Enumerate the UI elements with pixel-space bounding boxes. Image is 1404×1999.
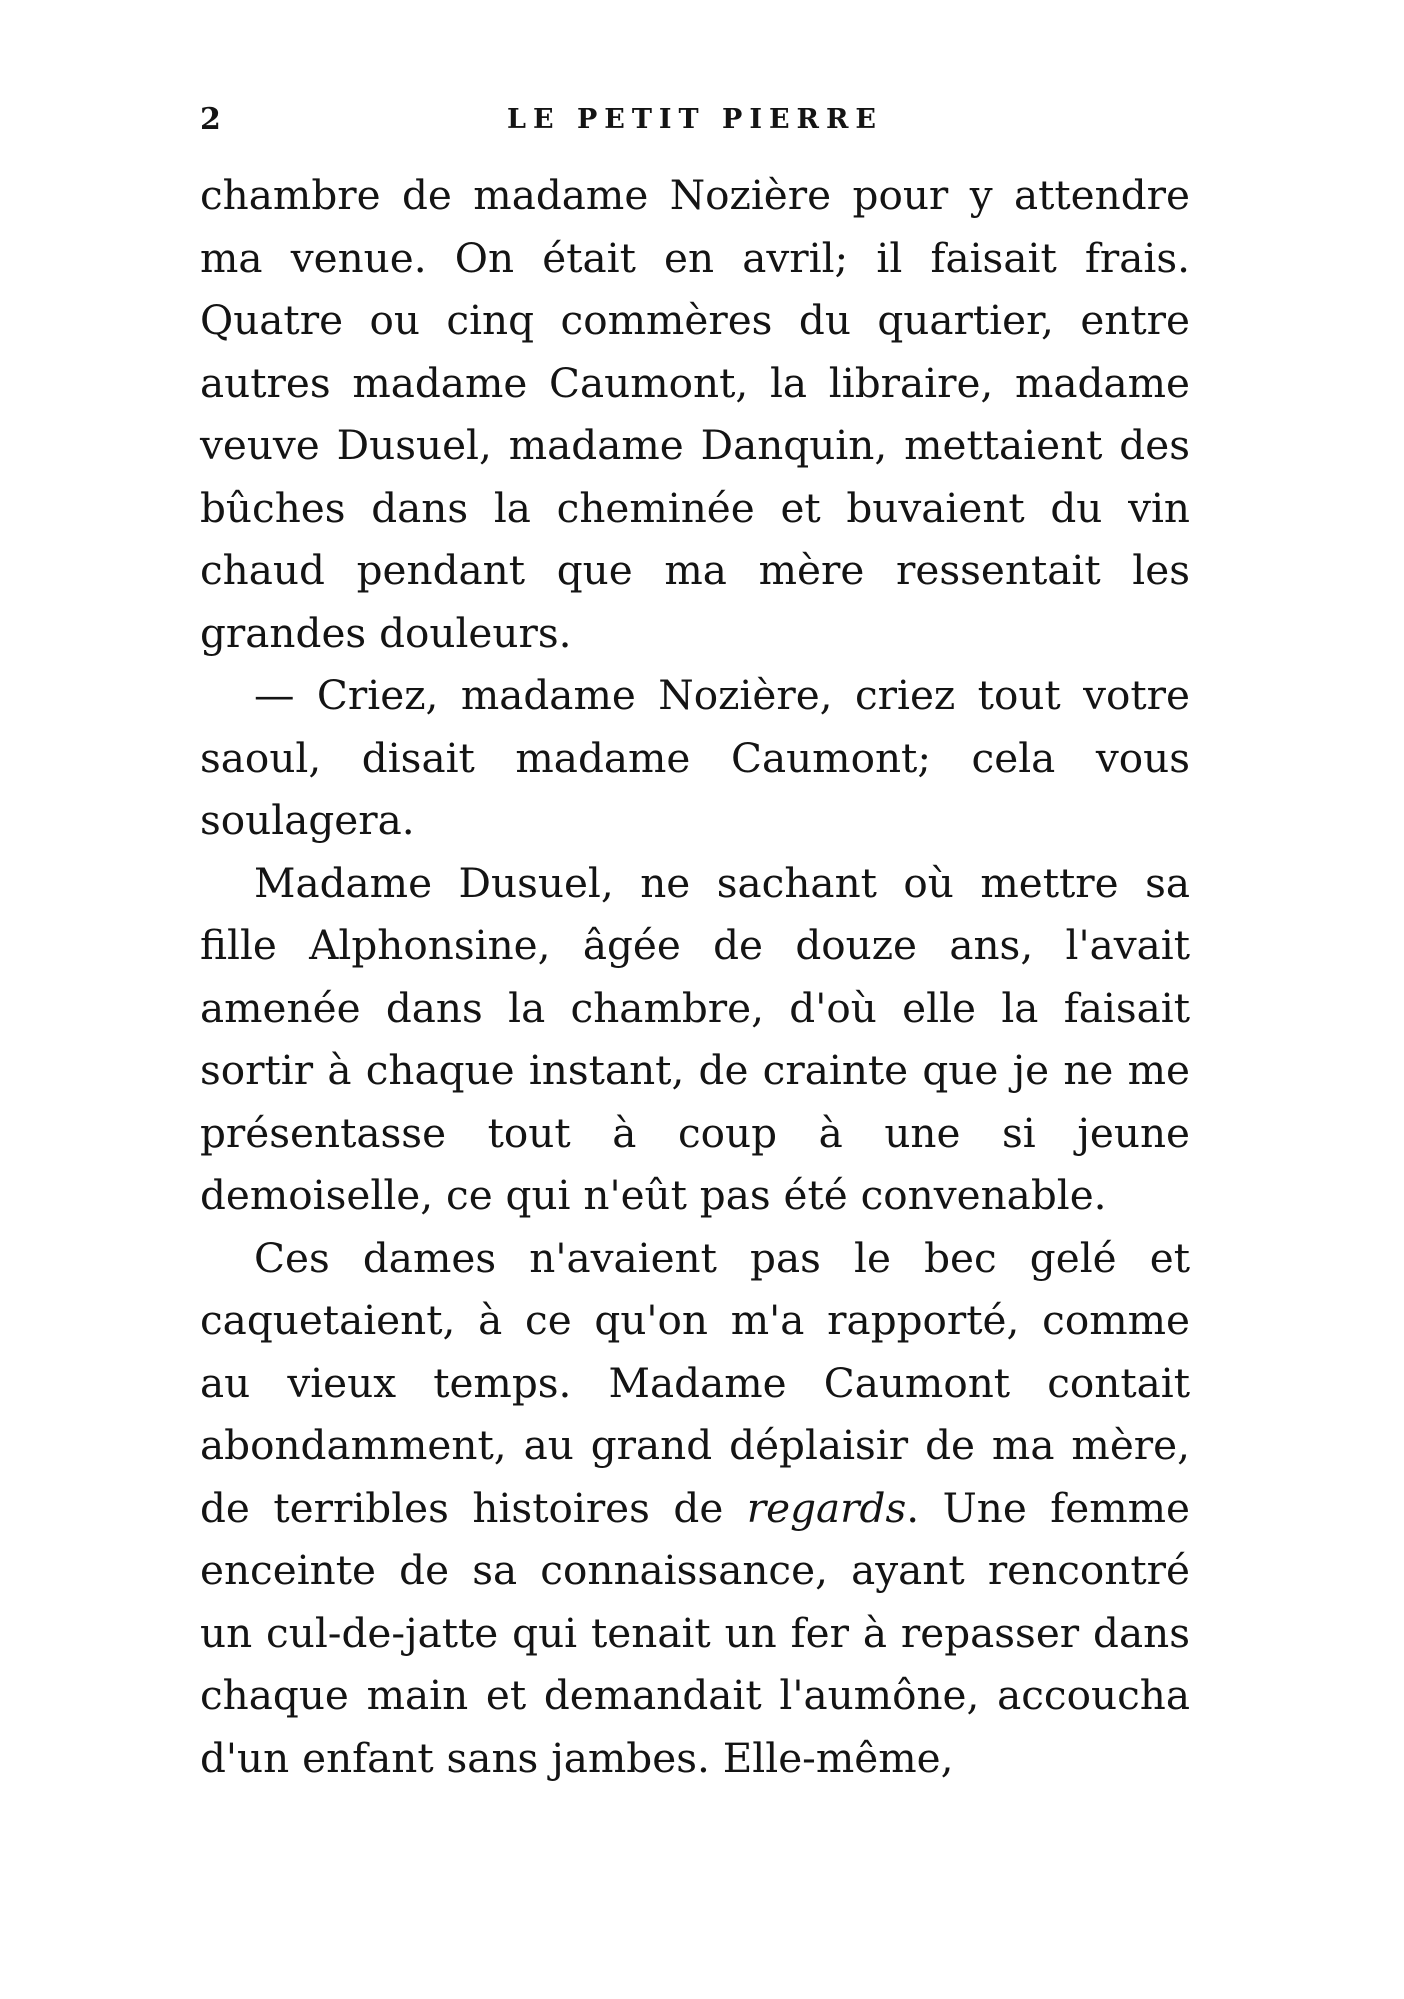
paragraph-1: chambre de madame Nozière pour y attendre ma venue. On était en avril; il faisait frais. Quatre ou cinq commères du quartier, entre autres madame Caumont, la libraire, madame veuve Dusuel, madame Danquin, mettaient des bûches dans la cheminée et buvaient du vin chaud pendant que ma mère ressentait les grandes douleurs.: [200, 171, 1190, 657]
italic-word-regards: regards: [746, 1483, 907, 1532]
paragraph-4: [200, 1227, 1190, 1790]
paragraph-4-after: . Une femme enceinte de sa connaissance, ayant rencontré un cul-de-jatte qui tenait un fer à repasser dans chaque main et demandait l'aumône, accoucha d'un enfant sans jambes. Elle-même,: [200, 1483, 1190, 1782]
page-header: [200, 100, 1190, 140]
running-title: LE PETIT PIERRE: [506, 104, 884, 135]
body-text: [200, 164, 1190, 1789]
paragraph-2: — Criez, madame Nozière, criez tout votre saoul, disait madame Caumont; cela vous soulagera.: [200, 671, 1190, 844]
page-number: 2: [200, 102, 221, 137]
paragraph-3: Madame Dusuel, ne sachant où mettre sa fille Alphonsine, âgée de douze ans, l'avait amenée dans la chambre, d'où elle la faisait sortir à chaque instant, de crainte que je ne me présentasse tout à coup à une si jeune demoiselle, ce qui n'eût pas été convenable.: [200, 858, 1190, 1219]
paragraph-4-before: Ces dames n'avaient pas le bec gelé et caquetaient, à ce qu'on m'a rapporté, comme au vieux temps. Madame Caumont contait abondamment, au grand déplaisir de ma mère, de terribles histoires de: [200, 1233, 1190, 1532]
